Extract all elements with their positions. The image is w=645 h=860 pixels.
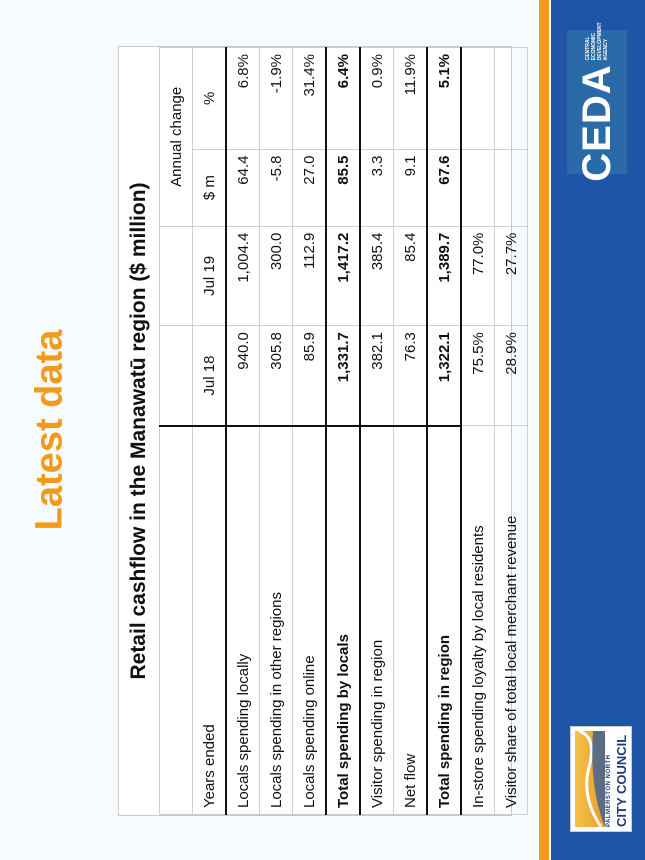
- orange-accent-bar: [539, 0, 549, 860]
- row-label: Locals spending locally: [226, 426, 260, 815]
- retail-cashflow-table-wrap: [118, 46, 520, 816]
- header-col3: $ m: [193, 149, 227, 226]
- header-row: [193, 48, 227, 815]
- table-row: [461, 48, 495, 815]
- pncc-logo-small-text: PALMERSTON NORTH: [606, 754, 612, 827]
- row-label: Visitor spending in region: [360, 426, 394, 815]
- annual-change-row: [160, 48, 193, 815]
- row-label: Total spending in region: [427, 426, 461, 815]
- row-value: 112.9: [293, 226, 327, 326]
- row-value: [495, 149, 528, 226]
- row-label: Locals spending in other regions: [260, 426, 293, 815]
- row-value: 85.5: [326, 149, 360, 226]
- row-value: 305.8: [260, 326, 293, 426]
- row-value: 28.9%: [495, 326, 528, 426]
- row-value: 1,389.7: [427, 226, 461, 326]
- row-value: 64.4: [226, 149, 260, 226]
- row-value: 27.0: [293, 149, 327, 226]
- row-value: 76.3: [394, 326, 428, 426]
- slide-title-wrap: [30, 330, 70, 530]
- table-row-total: [427, 48, 461, 815]
- row-label: Total spending by locals: [326, 426, 360, 815]
- row-value: 940.0: [226, 326, 260, 426]
- table-row: [260, 48, 293, 815]
- row-value: 1,417.2: [326, 226, 360, 326]
- row-value: [461, 149, 495, 226]
- table-row: [394, 48, 428, 815]
- row-label: In-store spending loyalty by local residents: [461, 426, 495, 815]
- header-col4: %: [193, 48, 227, 150]
- table-row: [293, 48, 327, 815]
- header-col2: Jul 19: [193, 226, 227, 326]
- row-value: 382.1: [360, 326, 394, 426]
- row-value: 85.4: [394, 226, 428, 326]
- row-value: 385.4: [360, 226, 394, 326]
- table-row: [495, 48, 528, 815]
- table-row-total: [326, 48, 360, 815]
- row-value: 9.1: [394, 149, 428, 226]
- row-label: Net flow: [394, 426, 428, 815]
- header-label: Years ended: [193, 426, 227, 815]
- row-value: 27.7%: [495, 226, 528, 326]
- row-value: 300.0: [260, 226, 293, 326]
- ceda-logo: [567, 22, 627, 182]
- table-caption: Retail cashflow in the Manawatū region ($ million): [127, 182, 150, 680]
- row-value: -5.8: [260, 149, 293, 226]
- row-value: 11.9%: [394, 48, 428, 150]
- table-row: [226, 48, 260, 815]
- slide-title: Latest data: [28, 329, 71, 531]
- row-value: 5.1%: [427, 48, 461, 150]
- row-value: 85.9: [293, 326, 327, 426]
- row-value: 6.8%: [226, 48, 260, 150]
- row-value: 77.0%: [461, 226, 495, 326]
- row-value: 31.4%: [293, 48, 327, 150]
- row-value: [495, 48, 528, 150]
- row-label: Locals spending online: [293, 426, 327, 815]
- row-value: 1,004.4: [226, 226, 260, 326]
- pncc-logo: [570, 726, 632, 832]
- row-value: -1.9%: [260, 48, 293, 150]
- row-value: 67.6: [427, 149, 461, 226]
- row-label: Visitor share of total local merchant revenue: [495, 426, 528, 815]
- row-value: 3.3: [360, 149, 394, 226]
- cashflow-table: [159, 47, 528, 815]
- retail-cashflow-table: [118, 46, 520, 816]
- annual-change-label: Annual change: [160, 48, 193, 227]
- row-value: 0.9%: [360, 48, 394, 150]
- row-value: 6.4%: [326, 48, 360, 150]
- table-row: [360, 48, 394, 815]
- row-value: 1,331.7: [326, 326, 360, 426]
- pncc-logo-graphic: [575, 731, 605, 827]
- row-value: 1,322.1: [427, 326, 461, 426]
- header-col1: Jul 18: [193, 326, 227, 426]
- row-value: 75.5%: [461, 326, 495, 426]
- ceda-logo-word: CEDA: [575, 64, 619, 182]
- row-value: [461, 48, 495, 150]
- pncc-logo-big-text: CITY COUNCIL: [614, 734, 629, 827]
- ceda-logo-subtitle: CENTRAL ECONOMIC DEVELOPMENT AGENCY: [584, 22, 610, 61]
